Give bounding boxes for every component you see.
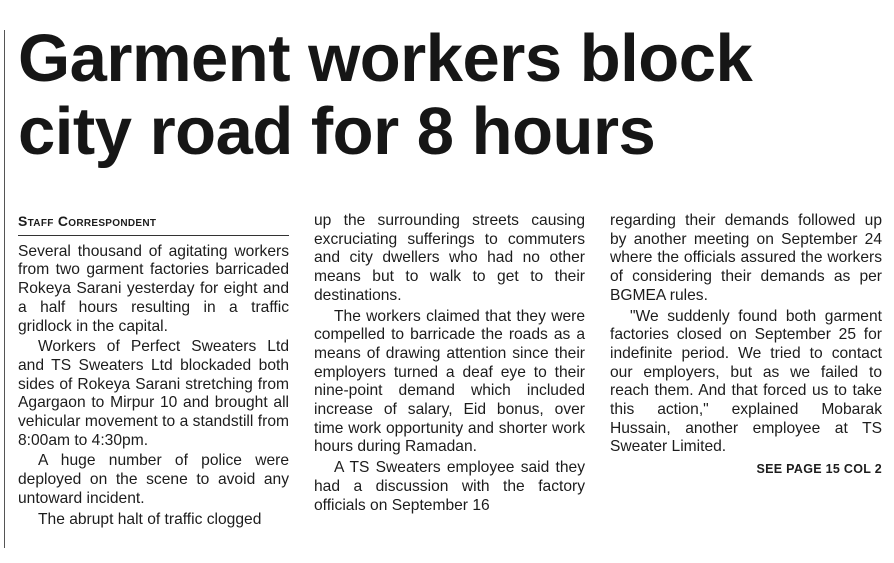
headline-line-1: Garment workers block (18, 21, 753, 96)
paragraph: A TS Sweaters employee said they had a discussion with the factory officials on September 16 (314, 459, 585, 514)
paragraph: The workers claimed that they were compelled to barricade the roads as a means of drawing attention since their employers turned a deaf eye to their nine-point demand which included increase of salary, Eid bonus, over time work opportunity and shorter work hours during Ramadan. (314, 307, 585, 456)
byline: Staff Correspondent (18, 212, 289, 236)
paragraph: regarding their demands followed up by another meeting on September 24 where the officials assured the workers of considering their demands as per BGMEA rules. (610, 212, 882, 304)
continuation-jump-line: SEE PAGE 15 COL 2 (756, 462, 882, 477)
paragraph: "We suddenly found both garment factories closed on September 25 for indefinite period. We tried to contact our employers, but as we failed to reach them. And that forced us to take this action," explained Mobarak Hussain, another employee at TS Sweater Limited. (610, 307, 882, 456)
article-column-1 (18, 212, 289, 531)
headline-line-2: city road for 8 hours (18, 94, 656, 169)
article-column-2 (314, 212, 585, 517)
column-rule (4, 30, 5, 548)
paragraph: A huge number of police were deployed on the scene to avoid any untoward incident. (18, 452, 289, 507)
paragraph: The abrupt halt of traffic clogged (38, 510, 262, 528)
headline (18, 22, 888, 168)
paragraph: up the surrounding streets causing excruciating sufferings to commuters and city dwellers who had no other means but to walk to get to their destinations. (314, 212, 585, 304)
article-column-3 (610, 212, 882, 479)
paragraph: Workers of Perfect Sweaters Ltd and TS Sweaters Ltd blockaded both sides of Rokeya Sarani stretching from Agargaon to Mirpur 10 and brought all vehicular movement to a standstill from 8:00am to 4:30pm. (18, 338, 289, 449)
paragraph: Several thousand of agitating workers from two garment factories barricaded Rokeya Sarani yesterday for eight and a half hours resulting in a traffic gridlock in the capital. (18, 242, 289, 335)
